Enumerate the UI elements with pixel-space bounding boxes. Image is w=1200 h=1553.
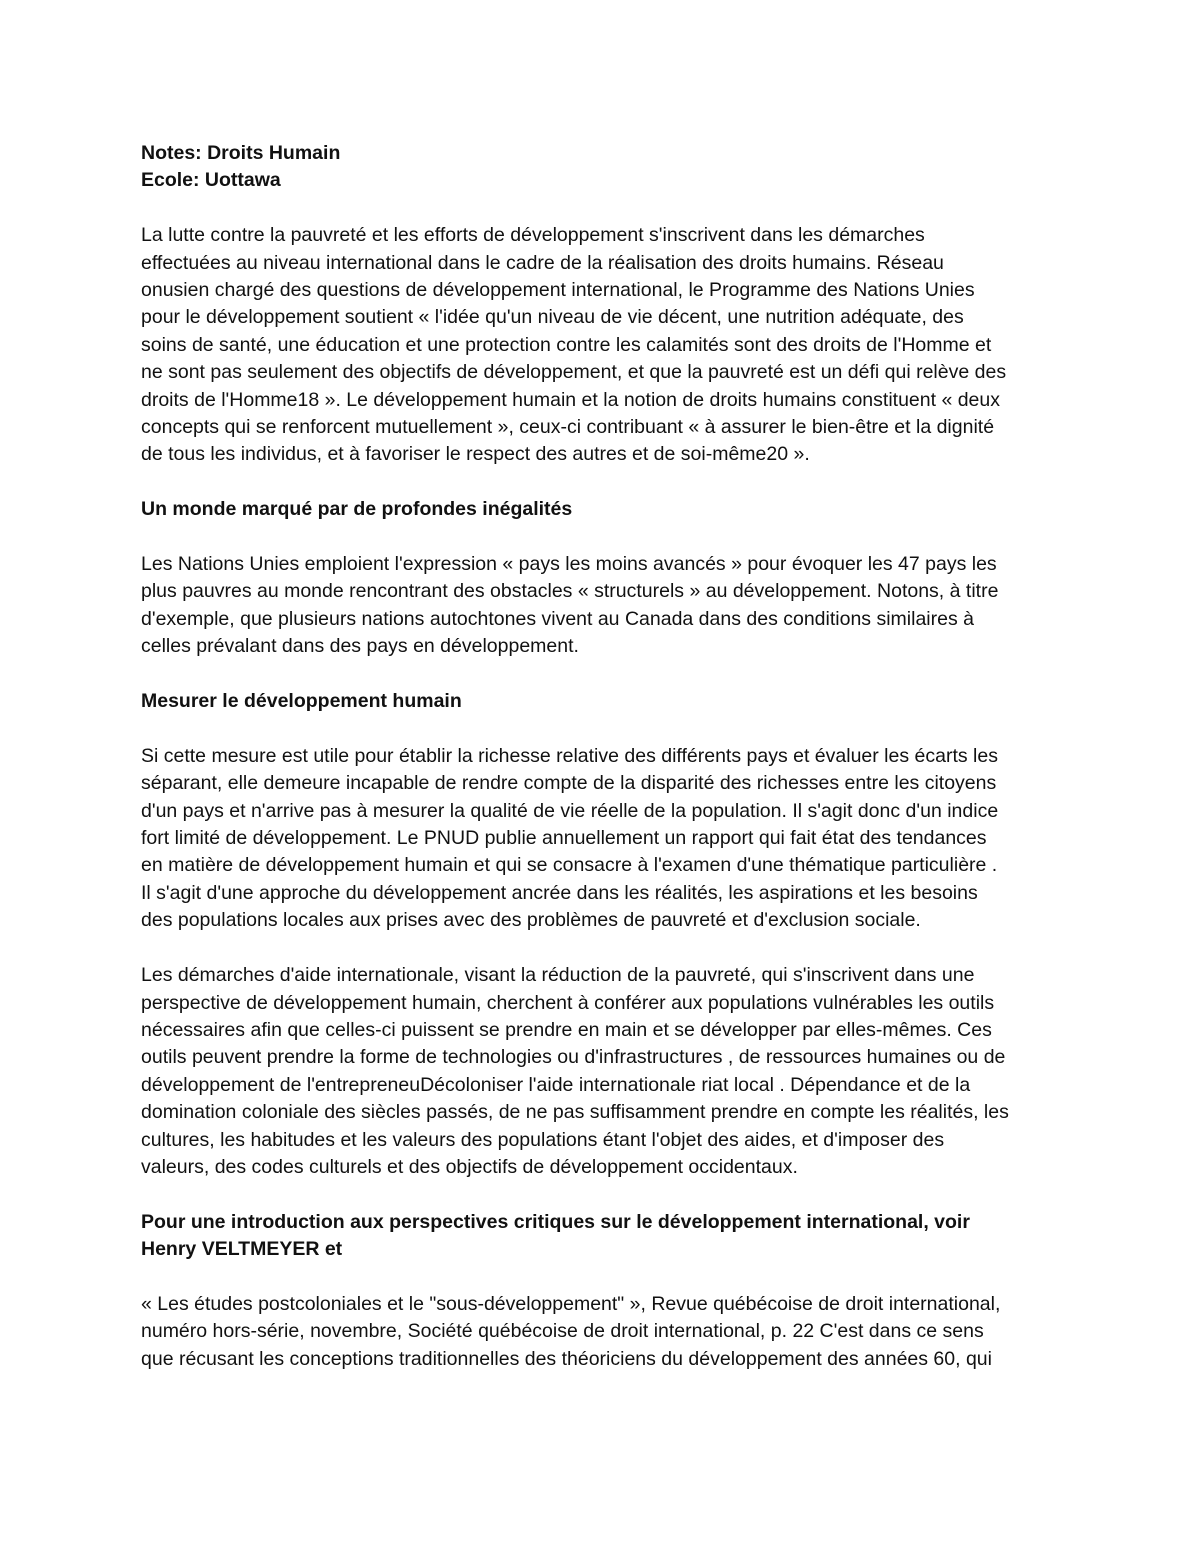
section-heading-inequalities: Un monde marqué par de profondes inégalités	[141, 498, 573, 521]
paragraph-measure: Si cette mesure est utile pour établir la richesse relative des différents pays et évaluer les écarts les séparant, elle demeure incapable de rendre compte de la disparité des richesses entre les citoyens d'un pays et n'arrive pas à mesurer la qualité de vie réelle de la population. Il s'agit donc d'un indice fort limité de développement. Le PNUD publie annuellement un rapport qui fait état des tendances en matière de développement humain et qui se consacre à l'examen d'une thématique particulière . Il s'agit d'une approche du développement ancrée dans les réalités, les aspirations et les besoins des populations locales aux prises avec des problèmes de pauvreté et d'exclusion sociale.	[141, 744, 999, 932]
section-heading-measuring: Mesurer le développement humain	[141, 690, 462, 713]
school-title: Ecole: Uottawa	[141, 169, 281, 192]
paragraph-international-aid: Les démarches d'aide internationale, visant la réduction de la pauvreté, qui s'inscrivent dans une perspective de développement humain, cherchent à conférer aux populations vulnérables les outils nécessaires afin que celles-ci puissent se prendre en main et se développer par elles-mêmes. Ces outils peuvent prendre la forme de technologies ou d'infrastructures , de ressources humaines ou de développement de l'entrepreneuDécoloniser l'aide internationale riat local . Dépendance et de la domination coloniale des siècles passés, de ne pas suffisamment prendre en compte les réalités, les cultures, les habitudes et les valeurs des populations étant l'objet des aides, et d'imposer des valeurs, des codes culturels et des objectifs de développement occidentaux.	[141, 964, 1009, 1178]
section-heading-critical-perspectives: Pour une introduction aux perspectives critiques sur le développement international, voir Henry VELTMEYER et	[141, 1210, 970, 1261]
paragraph-intro: La lutte contre la pauvreté et les efforts de développement s'inscrivent dans les démarches effectuées au niveau international dans le cadre de la réalisation des droits humains. Réseau onusien chargé des questions de développement international, le Programme des Nations Unies pour le développement soutient « l'idée qu'un niveau de vie décent, une nutrition adéquate, des soins de santé, une éducation et une protection contre les calamités sont des droits de l'Homme et ne sont pas seulement des objectifs de développement, et que la pauvreté est un défi qui relève des droits de l'Homme18 ». Le développement humain et la notion de droits humains constituent « deux concepts qui se renforcent mutuellement », ceux-ci contribuant « à assurer le bien-être et la dignité de tous les individus, et à favoriser le respect des autres et de soi-même20 ».	[141, 224, 1007, 466]
notes-title: Notes: Droits Humain	[141, 142, 341, 164]
document-page	[141, 140, 1061, 1373]
paragraph-least-developed: Les Nations Unies emploient l'expression « pays les moins avancés » pour évoquer les 47 pays les plus pauvres au monde rencontrant des obstacles « structurels » au développement. Notons, à titre d'exemple, que plusieurs nations autochtones vivent au Canada dans des conditions similaires à celles prévalant dans des pays en développement.	[141, 553, 999, 658]
paragraph-postcolonial-studies: « Les études postcoloniales et le "sous-développement" », Revue québécoise de droit international, numéro hors-série, novembre, Société québécoise de droit international, p. 22 C'est dans ce sens que récusant les conceptions traditionnelles des théoriciens du développement des années 60, qui	[141, 1292, 1001, 1370]
